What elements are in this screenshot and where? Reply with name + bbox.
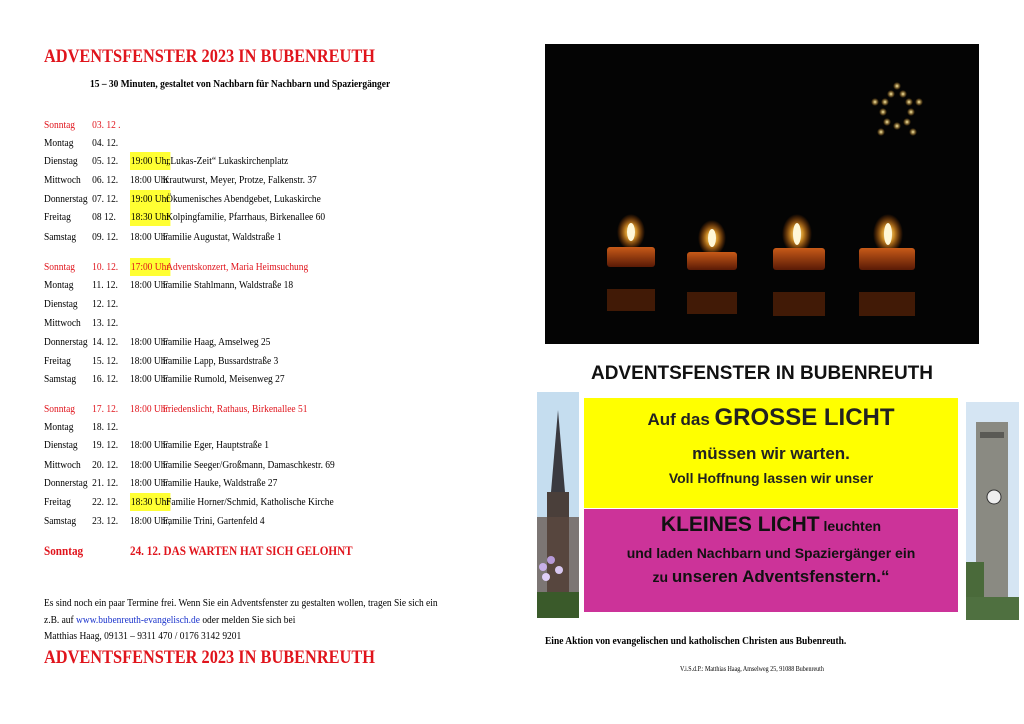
schedule-row [44,295,508,313]
church-photo-right [966,402,1019,620]
magenta-line-3-big: unseren Adventsfenstern.“ [671,567,890,586]
magenta-line-2: und laden Nachbarn und Spaziergänger ein [626,545,916,561]
schedule-time: 18:00 Uhr [130,477,169,489]
final-text: 24. 12. DAS WARTEN HAT SICH GELOHNT [130,543,353,558]
schedule-description: Familie Horner/Schmid, Katholische Kirche [166,496,334,508]
schedule-date: 21. 12. [92,477,119,489]
schedule-date: 05. 12. [92,155,119,167]
schedule-day: Donnerstag [44,193,88,205]
schedule-date: 04. 12. [92,137,119,149]
schedule-date: 07. 12. [92,193,119,205]
schedule-day: Samstag [44,373,77,385]
schedule-row [44,190,508,208]
schedule-description: Kolpingfamilie, Pfarrhaus, Birkenallee 60 [166,211,326,223]
schedule-time: 18:00 Uhr [130,336,169,348]
schedule-day: Sonntag [44,261,76,273]
page-title: ADVENTSFENSTER 2023 IN BUBENREUTH [44,46,375,67]
yellow-line-1 [584,404,958,432]
schedule-day: Montag [44,279,74,291]
schedule-row [44,352,508,370]
schedule-date: 17. 12. [92,403,119,415]
schedule-row [44,456,508,474]
schedule-row [44,116,508,134]
schedule-time: 18:00 Uhr [130,279,169,291]
yellow-message-box [584,398,958,508]
schedule-row [44,400,508,418]
schedule-day: Freitag [44,496,71,508]
note-line-3: Matthias Haag, 09131 – 9311 470 / 0176 3142 9201 [44,630,242,642]
schedule-description: Friedenslicht, Rathaus, Birkenallee 51 [162,403,308,415]
schedule-time: 18:00 Uhr [130,355,169,367]
church-right-image [966,402,1019,620]
schedule-date: 09. 12. [92,231,119,243]
schedule-row [44,333,508,351]
schedule-date: 23. 12. [92,515,119,527]
schedule-description: Familie Hauke, Waldstraße 27 [162,477,278,489]
schedule-time: 18:00 Uhr, [130,515,171,527]
schedule-description: Familie Trini, Gartenfeld 4 [162,515,265,527]
magenta-message-box [584,509,958,612]
schedule-date: 22. 12. [92,496,119,508]
right-heading: ADVENTSFENSTER IN BUBENREUTH [590,363,934,384]
schedule-time: 18:00 Uhr [130,459,169,471]
church-photo-left [537,392,579,618]
schedule-date: 14. 12. [92,336,119,348]
note-line-2-pre: z.B. auf [44,614,77,626]
schedule-day: Sonntag [44,403,76,415]
schedule-date: 12. 12. [92,298,119,310]
schedule-row [44,276,508,294]
magenta-line-3-small: zu [652,569,672,585]
schedule-date: 15. 12. [92,355,119,367]
schedule-day: Mittwoch [44,174,81,186]
yellow-line-1-big: GROSSE LICHT [714,404,895,431]
final-day: Sonntag [44,543,84,558]
schedule-description: Familie Augustat, Waldstraße 1 [162,231,282,243]
note-line-2 [44,614,295,626]
magenta-line-1-big: KLEINES LICHT [660,513,820,536]
page-title-bottom: ADVENTSFENSTER 2023 IN BUBENREUTH [44,647,375,668]
yellow-line-1-pre: Auf das [647,410,715,429]
schedule-day: Donnerstag [44,477,88,489]
schedule-row [44,493,508,511]
schedule-day: Donnerstag [44,336,88,348]
magenta-line-3 [584,567,958,587]
yellow-line-2: müssen wir warten. [692,444,850,463]
schedule-time: 18:00 Uhr [130,403,169,415]
schedule-description: Familie Rumold, Meisenweg 27 [162,373,285,385]
schedule-date: 11. 12. [92,279,118,291]
website-link[interactable]: www.bubenreuth-evangelisch.de [76,614,200,626]
schedule-day: Freitag [44,211,71,223]
subtitle: 15 – 30 Minuten, gestaltet von Nachbarn für Nachbarn und Spaziergänger [90,78,391,90]
candles-photo [545,44,979,344]
schedule-date: 08 12. [92,211,116,223]
schedule-row [44,208,508,226]
schedule-description: Familie Seeger/Großmann, Damaschkestr. 69 [162,459,335,471]
schedule-day: Freitag [44,355,71,367]
schedule-description: Familie Haag, Amselweg 25 [162,336,271,348]
schedule-day: Mittwoch [44,317,81,329]
schedule-row [44,228,508,246]
visdp-text: V.i.S.d.P.: Matthias Haag, Amselweg 25, 91088 Bubenreuth [680,665,824,673]
schedule-row [44,436,508,454]
schedule-time: 18:00 Uhr [130,231,169,243]
schedule-date: 06. 12. [92,174,119,186]
final-entry [44,543,353,559]
schedule-time: 18:30 Uhr [130,493,170,511]
magenta-line-1 [584,513,958,537]
schedule-time: 18:00 Uhr [130,439,169,451]
schedule-time: 17:00 Uhr [130,258,170,276]
schedule-row [44,314,508,332]
schedule-time: 18:30 Uhr [130,208,170,226]
schedule-description: „Lukas-Zeit“ Lukaskirchenplatz [166,155,289,167]
schedule-day: Montag [44,137,74,149]
schedule-row [44,370,508,388]
schedule-date: 03. 12 . [92,119,121,131]
schedule-time: 18:00 Uhr [130,373,169,385]
schedule-description: Familie Eger, Hauptstraße 1 [162,439,269,451]
schedule-day: Montag [44,421,74,433]
schedule-day: Dienstag [44,439,78,451]
note-line-2-post: oder melden Sie sich bei [199,614,296,626]
candles-image [545,44,979,344]
schedule-date: 10. 12. [92,261,119,273]
schedule-time: 18:00 Uhr [130,174,169,186]
schedule-day: Samstag [44,231,77,243]
magenta-line-1-small: leuchten [819,518,882,534]
aktion-text: Eine Aktion von evangelischen und katholischen Christen aus Bubenreuth. [545,635,847,647]
schedule-date: 16. 12. [92,373,119,385]
schedule-description: Adventskonzert, Maria Heimsuchung [166,261,309,273]
schedule-row [44,418,508,436]
schedule-row [44,474,508,492]
schedule-day: Samstag [44,515,77,527]
schedule-row [44,258,508,276]
schedule-row [44,171,508,189]
note-line-1: Es sind noch ein paar Termine frei. Wenn Sie ein Adventsfenster zu gestalten wollen, tragen Sie sich ein [44,597,438,609]
schedule-date: 20. 12. [92,459,119,471]
schedule-description: Ökumenisches Abendgebet, Lukaskirche [166,193,321,205]
schedule-row [44,512,508,530]
schedule-time: 19:00 Uhr [130,190,170,208]
schedule-day: Sonntag [44,119,76,131]
schedule-day: Dienstag [44,298,78,310]
yellow-line-3: Voll Hoffnung lassen wir unser [668,470,874,486]
schedule-day: Mittwoch [44,459,81,471]
church-left-image [537,392,579,618]
schedule-row [44,152,508,170]
schedule-date: 18. 12. [92,421,119,433]
schedule-day: Dienstag [44,155,78,167]
schedule-time: 19:00 Uhr [130,152,170,170]
schedule-description: Familie Lapp, Bussardstraße 3 [162,355,279,367]
schedule-description: Krautwurst, Meyer, Protze, Falkenstr. 37 [162,174,317,186]
schedule-date: 19. 12. [92,439,119,451]
schedule-date: 13. 12. [92,317,119,329]
schedule-description: Familie Stahlmann, Waldstraße 18 [162,279,294,291]
schedule-row [44,134,508,152]
